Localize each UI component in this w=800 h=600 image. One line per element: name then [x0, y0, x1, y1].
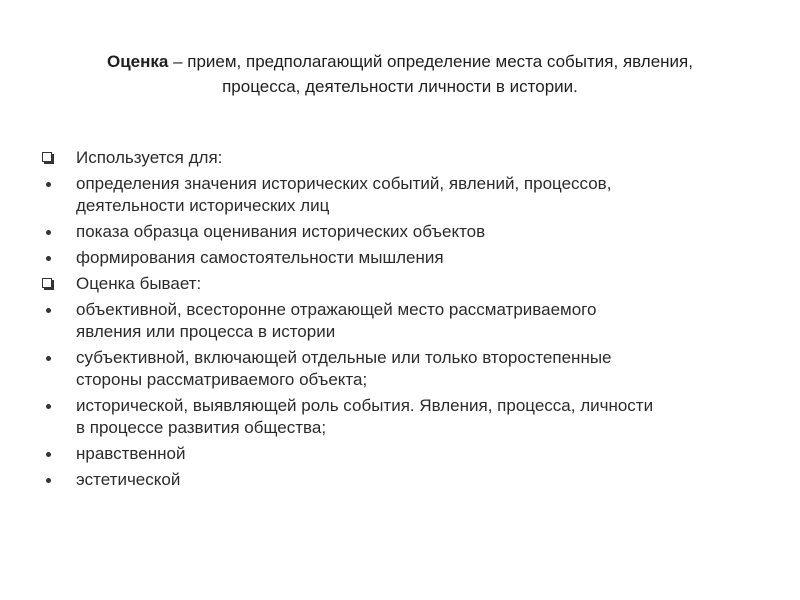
list-item — [0, 247, 736, 269]
list-item-line: стороны рассматриваемого объекта; — [76, 370, 368, 389]
section-title: Оценка бывает: — [76, 274, 202, 293]
bullet-dot-icon — [46, 404, 51, 409]
list-item — [0, 395, 736, 439]
section-header-usage — [0, 147, 736, 169]
list-item — [0, 299, 736, 343]
section-title: Используется для: — [76, 148, 223, 167]
list-item — [0, 221, 736, 243]
bullet-dot-icon — [46, 182, 51, 187]
list-item-line: исторической, выявляющей роль события. Явления, процесса, личности — [76, 396, 654, 415]
list-item-line: деятельности исторических лиц — [76, 196, 330, 215]
list-item-line: в процессе развития общества; — [76, 418, 327, 437]
heading-definition-line1: – прием, предполагающий определение места события, явления, — [168, 52, 693, 71]
bullet-dot-icon — [46, 256, 51, 261]
list-item — [0, 347, 736, 391]
list-item — [0, 173, 736, 217]
list-item-line: объективной, всесторонне отражающей место рассматриваемого — [76, 300, 597, 319]
list-item-line: эстетической — [76, 470, 181, 489]
heading-term: Оценка — [107, 52, 169, 71]
bullet-dot-icon — [46, 230, 51, 235]
list-item-line: определения значения исторических событий, явлений, процессов, — [76, 174, 612, 193]
list-item — [0, 443, 736, 465]
list-item-line: показа образца оценивания исторических объектов — [76, 222, 486, 241]
list-item-line: нравственной — [76, 444, 186, 463]
list-item-line: явления или процесса в истории — [76, 322, 336, 341]
checkbox-bullet-icon — [42, 152, 52, 162]
checkbox-bullet-icon — [42, 278, 52, 288]
bullet-dot-icon — [46, 308, 51, 313]
bullet-dot-icon — [46, 478, 51, 483]
list-item-line: формирования самостоятельности мышления — [76, 248, 444, 267]
bullet-dot-icon — [46, 356, 51, 361]
section-header-types — [0, 273, 736, 295]
list-item — [0, 469, 736, 491]
list-item-line: субъективной, включающей отдельные или только второстепенные — [76, 348, 612, 367]
heading-definition-line2: процесса, деятельности личности в истории. — [222, 77, 578, 96]
bullet-dot-icon — [46, 452, 51, 457]
content-list — [0, 147, 800, 491]
slide-heading — [40, 49, 760, 99]
